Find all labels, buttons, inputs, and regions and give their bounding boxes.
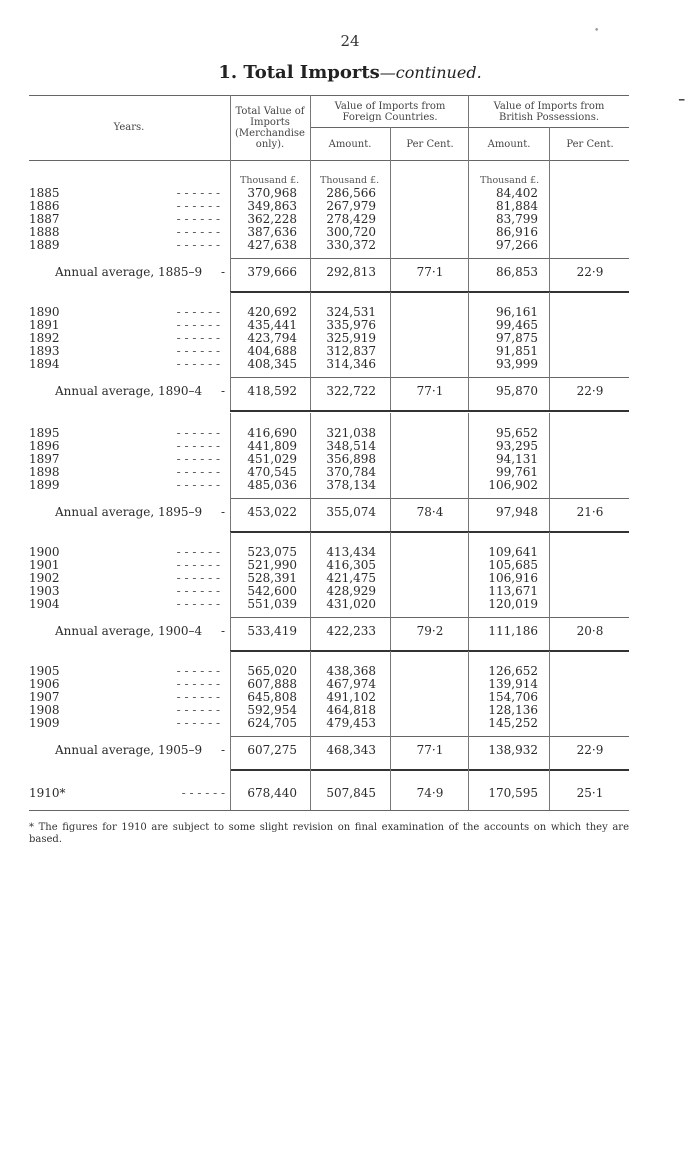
column-rule [549, 532, 550, 650]
cell-value: 325,919 [326, 331, 376, 345]
column-rule [390, 413, 391, 531]
british-amount-column [470, 187, 538, 252]
annual-average-row [29, 384, 229, 398]
column-rule [549, 292, 550, 410]
year-label: 1900 [29, 545, 60, 559]
year-label: 1886 [29, 199, 60, 213]
row-1910-total: 678,440 [247, 786, 297, 800]
column-rule [549, 160, 550, 291]
cell-value: 97,875 [496, 331, 538, 345]
column-rule [390, 532, 391, 650]
column-rule [468, 413, 469, 531]
header-bottom-rule [29, 160, 629, 161]
dot-leader: - - - - - - [176, 664, 220, 678]
cell-value: 416,305 [326, 558, 376, 572]
column-rule [310, 651, 311, 769]
units-foreign: Thousand £. [320, 175, 380, 186]
year-list [29, 187, 224, 252]
cell-value: 362,228 [247, 212, 297, 226]
average-foreign-amount: 322,722 [326, 384, 376, 398]
table-bottom-rule [29, 810, 629, 811]
year-label: 1902 [29, 571, 60, 585]
cell-value: 645,808 [247, 690, 297, 704]
scan-speck: • [594, 26, 600, 36]
header-years: Years. [113, 122, 145, 133]
header-foreign: Value of Imports from Foreign Countries. [334, 101, 446, 123]
column-rule [230, 413, 231, 531]
cell-value: 523,075 [247, 545, 297, 559]
header-divider-5 [549, 127, 550, 160]
cell-value: 86,916 [496, 225, 538, 239]
row-1910-foreign-percent: 74·9 [416, 786, 444, 800]
average-foreign-percent: 77·1 [416, 743, 444, 757]
cell-value: 423,794 [247, 331, 297, 345]
column-rule [230, 532, 231, 650]
dot-leader: - - - - - - [176, 199, 220, 213]
block-bottom-rule [230, 531, 629, 533]
year-label: 1908 [29, 703, 60, 717]
cell-value: 94,131 [496, 452, 538, 466]
cell-value: 91,851 [496, 344, 538, 358]
year-label: 1893 [29, 344, 60, 358]
scan-edge-mark: ━ [679, 96, 685, 106]
dot-leader: - - - - - - [176, 478, 220, 492]
cell-value: 491,102 [326, 690, 376, 704]
cell-value: 431,020 [326, 597, 376, 611]
year-label: 1909 [29, 716, 60, 730]
dot-leader: - - - - - - [176, 318, 220, 332]
column-rule [230, 292, 231, 410]
cell-value: 451,029 [247, 452, 297, 466]
cell-value: 370,784 [326, 465, 376, 479]
column-rule [549, 651, 550, 769]
cell-value: 109,641 [488, 545, 538, 559]
average-foreign-amount: 468,343 [326, 743, 376, 757]
year-row [29, 598, 224, 611]
cell-value: 479,453 [326, 716, 376, 730]
column-rule [468, 292, 469, 410]
cell-value: 435,441 [247, 318, 297, 332]
average-british-percent: 21·6 [576, 505, 604, 519]
year-list [29, 665, 224, 730]
average-top-rule [230, 498, 629, 499]
cell-value: 521,990 [247, 558, 297, 572]
cell-value: 416,690 [247, 426, 297, 440]
year-label: 1899 [29, 478, 60, 492]
average-total: 418,592 [247, 384, 297, 398]
column-rule [310, 413, 311, 531]
dot-leader: - - - - - - [176, 558, 220, 572]
annual-average-label: Annual average, 1900–4 [55, 624, 203, 638]
footnote: * The figures for 1910 are subject to some slight revision on final examination of the accounts on which they are based. [29, 822, 629, 845]
column-rule [390, 292, 391, 410]
block-bottom-rule [230, 291, 629, 293]
cell-value: 404,688 [247, 344, 297, 358]
column-rule [310, 160, 311, 291]
dot-leader: - - - - - - [176, 212, 220, 226]
year-list [29, 306, 224, 371]
cell-value: 300,720 [326, 225, 376, 239]
cell-value: 542,600 [247, 584, 297, 598]
cell-value: 120,019 [488, 597, 538, 611]
cell-value: 464,818 [326, 703, 376, 717]
cell-value: 106,916 [488, 571, 538, 585]
column-rule [390, 160, 391, 291]
average-total: 533,419 [247, 624, 297, 638]
dot-leader: - - - - - - [176, 186, 220, 200]
row-1910-foreign: 507,845 [326, 786, 376, 800]
cell-value: 335,976 [326, 318, 376, 332]
total-value-column [232, 187, 297, 252]
cell-value: 356,898 [326, 452, 376, 466]
dot-leader: - - - - - - [176, 584, 220, 598]
year-label: 1887 [29, 212, 60, 226]
average-foreign-amount: 355,074 [326, 505, 376, 519]
total-value-column [232, 306, 297, 371]
header-divider-2 [310, 95, 311, 160]
foreign-amount-column [312, 665, 376, 730]
cell-value: 528,391 [247, 571, 297, 585]
annual-average-label: Annual average, 1905–9 [55, 743, 203, 757]
average-british-amount: 138,932 [488, 743, 538, 757]
year-row [29, 479, 224, 492]
column-rule [390, 769, 391, 810]
year-list [29, 546, 224, 611]
cell-value: 97,266 [496, 238, 538, 252]
cell-value: 93,295 [496, 439, 538, 453]
title-main: 1. Total Imports [218, 62, 380, 83]
cell-value: 408,345 [247, 357, 297, 371]
cell-value: 105,685 [488, 558, 538, 572]
cell-value: 441,809 [247, 439, 297, 453]
row-1910-label: 1910* [29, 786, 66, 800]
row-1910-leader: - - - - - - [181, 786, 225, 800]
average-total: 607,275 [247, 743, 297, 757]
column-rule [230, 769, 231, 810]
total-value-column [232, 427, 297, 492]
year-label: 1890 [29, 305, 60, 319]
year-label: 1885 [29, 186, 60, 200]
cell-value: 330,372 [326, 238, 376, 252]
cell-value: 551,039 [247, 597, 297, 611]
dot-leader: - - - - - - [176, 305, 220, 319]
cell-value: 427,638 [247, 238, 297, 252]
column-rule [468, 769, 469, 810]
year-label: 1905 [29, 664, 60, 678]
annual-average-label: Annual average, 1895–9 [55, 505, 203, 519]
year-label: 1898 [29, 465, 60, 479]
cell-value: 113,671 [488, 584, 538, 598]
dot-leader: - - - - - - [176, 439, 220, 453]
year-row [29, 717, 224, 730]
cell-value: 128,136 [488, 703, 538, 717]
year-label: 1901 [29, 558, 60, 572]
cell-value: 470,545 [247, 465, 297, 479]
dot-leader: - - - - - - [176, 344, 220, 358]
cell-value: 139,914 [488, 677, 538, 691]
header-british-percent: Per Cent. [566, 139, 614, 150]
row-1910-british: 170,595 [488, 786, 538, 800]
year-label: 1895 [29, 426, 60, 440]
cell-value: 95,652 [496, 426, 538, 440]
cell-value: 93,999 [496, 357, 538, 371]
average-british-amount: 95,870 [496, 384, 538, 398]
cell-value: 81,884 [496, 199, 538, 213]
average-top-rule [230, 258, 629, 259]
table-top-rule [29, 95, 629, 96]
cell-value: 428,929 [326, 584, 376, 598]
annual-average-dash: - [220, 505, 225, 519]
annual-average-dash: - [220, 265, 225, 279]
cell-value: 565,020 [247, 664, 297, 678]
row-1910 [29, 786, 229, 800]
column-rule [230, 651, 231, 769]
cell-value: 84,402 [496, 186, 538, 200]
cell-value: 421,475 [326, 571, 376, 585]
annual-average-label: Annual average, 1890–4 [55, 384, 203, 398]
british-amount-column [470, 427, 538, 492]
block-bottom-rule [230, 650, 629, 652]
cell-value: 312,837 [326, 344, 376, 358]
header-divider-4 [390, 127, 391, 160]
foreign-amount-column [312, 546, 376, 611]
header-divider-3 [468, 95, 469, 160]
average-total: 379,666 [247, 265, 297, 279]
cell-value: 314,346 [326, 357, 376, 371]
average-top-rule [230, 377, 629, 378]
total-value-column [232, 665, 297, 730]
british-amount-column [470, 546, 538, 611]
cell-value: 348,514 [326, 439, 376, 453]
year-label: 1904 [29, 597, 60, 611]
column-rule [310, 532, 311, 650]
dot-leader: - - - - - - [176, 703, 220, 717]
foreign-amount-column [312, 187, 376, 252]
year-row [29, 358, 224, 371]
average-foreign-percent: 77·1 [416, 384, 444, 398]
average-total: 453,022 [247, 505, 297, 519]
year-label: 1889 [29, 238, 60, 252]
dot-leader: - - - - - - [176, 677, 220, 691]
average-british-percent: 22·9 [576, 265, 604, 279]
year-label: 1897 [29, 452, 60, 466]
row-1910-british-percent: 25·1 [576, 786, 604, 800]
dot-leader: - - - - - - [176, 716, 220, 730]
cell-value: 349,863 [247, 199, 297, 213]
average-british-amount: 86,853 [496, 265, 538, 279]
header-total: Total Value of Imports (Merchandise only). [235, 106, 305, 150]
cell-value: 83,799 [496, 212, 538, 226]
cell-value: 378,134 [326, 478, 376, 492]
column-rule [468, 651, 469, 769]
average-foreign-percent: 79·2 [416, 624, 444, 638]
cell-value: 286,566 [326, 186, 376, 200]
page-number: 24 [340, 32, 360, 50]
year-row [29, 239, 224, 252]
annual-average-label: Annual average, 1885–9 [55, 265, 203, 279]
column-rule [310, 769, 311, 810]
cell-value: 96,161 [496, 305, 538, 319]
cell-value: 99,465 [496, 318, 538, 332]
cell-value: 467,974 [326, 677, 376, 691]
dot-leader: - - - - - - [176, 571, 220, 585]
block-bottom-rule [230, 410, 629, 412]
header-divider-1 [230, 95, 231, 160]
cell-value: 99,761 [496, 465, 538, 479]
dot-leader: - - - - - - [176, 452, 220, 466]
year-label: 1906 [29, 677, 60, 691]
average-british-amount: 111,186 [488, 624, 538, 638]
cell-value: 592,954 [247, 703, 297, 717]
cell-value: 267,979 [326, 199, 376, 213]
annual-average-row [29, 624, 229, 638]
header-british-amount: Amount. [487, 139, 531, 150]
dot-leader: - - - - - - [176, 225, 220, 239]
cell-value: 278,429 [326, 212, 376, 226]
average-foreign-percent: 78·4 [416, 505, 444, 519]
column-rule [310, 292, 311, 410]
column-rule [390, 651, 391, 769]
column-rule [468, 532, 469, 650]
cell-value: 154,706 [488, 690, 538, 704]
cell-value: 420,692 [247, 305, 297, 319]
cell-value: 607,888 [247, 677, 297, 691]
cell-value: 145,252 [488, 716, 538, 730]
year-label: 1888 [29, 225, 60, 239]
year-label: 1903 [29, 584, 60, 598]
dot-leader: - - - - - - [176, 465, 220, 479]
average-top-rule [230, 617, 629, 618]
average-british-percent: 20·8 [576, 624, 604, 638]
block-bottom-rule [230, 769, 629, 771]
year-label: 1896 [29, 439, 60, 453]
annual-average-row [29, 743, 229, 757]
dot-leader: - - - - - - [176, 545, 220, 559]
dot-leader: - - - - - - [176, 426, 220, 440]
average-foreign-amount: 422,233 [326, 624, 376, 638]
total-value-column [232, 546, 297, 611]
cell-value: 438,368 [326, 664, 376, 678]
column-rule [549, 769, 550, 810]
column-rule [230, 160, 231, 291]
annual-average-dash: - [220, 743, 225, 757]
cell-value: 324,531 [326, 305, 376, 319]
cell-value: 387,636 [247, 225, 297, 239]
foreign-amount-column [312, 306, 376, 371]
cell-value: 106,902 [488, 478, 538, 492]
units-total: Thousand £. [240, 175, 300, 186]
header-foreign-percent: Per Cent. [406, 139, 454, 150]
page-title [0, 62, 700, 83]
year-label: 1894 [29, 357, 60, 371]
average-british-amount: 97,948 [496, 505, 538, 519]
annual-average-row [29, 505, 229, 519]
year-label: 1892 [29, 331, 60, 345]
year-list [29, 427, 224, 492]
dot-leader: - - - - - - [176, 331, 220, 345]
annual-average-dash: - [220, 384, 225, 398]
cell-value: 126,652 [488, 664, 538, 678]
average-foreign-percent: 77·1 [416, 265, 444, 279]
average-british-percent: 22·9 [576, 384, 604, 398]
column-rule [468, 160, 469, 291]
dot-leader: - - - - - - [176, 238, 220, 252]
subheader-rule [310, 127, 629, 128]
cell-value: 485,036 [247, 478, 297, 492]
average-top-rule [230, 736, 629, 737]
annual-average-dash: - [220, 624, 225, 638]
column-rule [549, 413, 550, 531]
title-suffix: —continued. [379, 63, 482, 82]
header-foreign-amount: Amount. [328, 139, 372, 150]
dot-leader: - - - - - - [176, 357, 220, 371]
british-amount-column [470, 306, 538, 371]
header-british: Value of Imports from British Possessions. [493, 101, 605, 123]
foreign-amount-column [312, 427, 376, 492]
average-foreign-amount: 292,813 [326, 265, 376, 279]
cell-value: 370,968 [247, 186, 297, 200]
units-british: Thousand £. [480, 175, 540, 186]
year-label: 1891 [29, 318, 60, 332]
cell-value: 321,038 [326, 426, 376, 440]
cell-value: 624,705 [247, 716, 297, 730]
cell-value: 413,434 [326, 545, 376, 559]
dot-leader: - - - - - - [176, 690, 220, 704]
british-amount-column [470, 665, 538, 730]
annual-average-row [29, 265, 229, 279]
year-label: 1907 [29, 690, 60, 704]
average-british-percent: 22·9 [576, 743, 604, 757]
dot-leader: - - - - - - [176, 597, 220, 611]
